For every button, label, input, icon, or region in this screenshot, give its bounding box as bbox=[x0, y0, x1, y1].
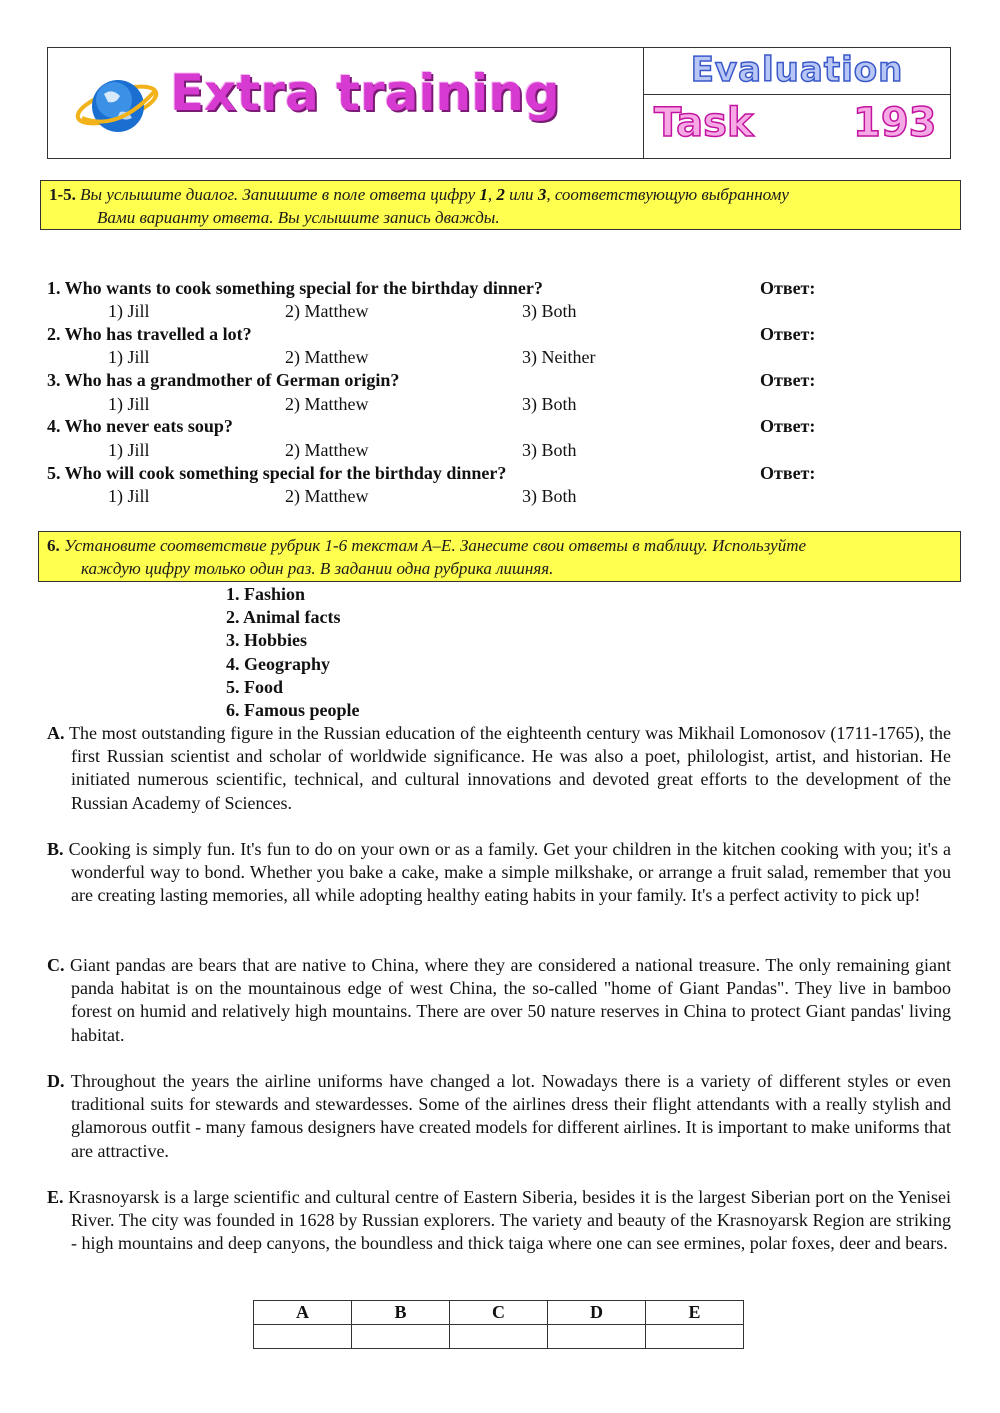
page-title: Extra training bbox=[170, 64, 560, 122]
text-body: Giant pandas are bears that are native to China, where they are considered a national treasure. The only remaining giant panda habitat is on the mountainous edge of west China, the so-called "home of Giant Pandas". They live in bamboo forest on humid and relatively high mountains. There are over 50 nature reserves in China to protect Giant pandas' living habitat. bbox=[64, 955, 951, 1045]
answer-header-e: E bbox=[646, 1301, 744, 1325]
option-1-2[interactable]: 2) Matthew bbox=[285, 301, 369, 321]
rubric-item: 5. Food bbox=[226, 677, 284, 697]
text-e bbox=[47, 1186, 951, 1256]
answer-label-2: Ответ: bbox=[760, 324, 816, 344]
answer-header-d: D bbox=[548, 1301, 646, 1325]
text-letter: A. bbox=[47, 723, 65, 743]
answer-cell-b[interactable] bbox=[352, 1325, 450, 1349]
text-b bbox=[47, 838, 951, 908]
question-4: 4. Who never eats soup? bbox=[47, 416, 233, 436]
answer-cell-e[interactable] bbox=[646, 1325, 744, 1349]
answer-label-1: Ответ: bbox=[760, 278, 816, 298]
option-5-2[interactable]: 2) Matthew bbox=[285, 486, 369, 506]
answer-cell-a[interactable] bbox=[254, 1325, 352, 1349]
text-a bbox=[47, 722, 951, 815]
digit-1: 1 bbox=[479, 185, 488, 204]
answer-label-4: Ответ: bbox=[760, 416, 816, 436]
option-3-1[interactable]: 1) Jill bbox=[108, 394, 150, 414]
answer-table-input-row bbox=[254, 1325, 744, 1349]
text-body: Throughout the years the airline uniforms have changed a lot. Nowadays there is a variety of different styles or even traditional suits for stewards and stewardesses. Some of the airlines dress their flight attendants with a really stylish and glamorous outfit - many famous designers have created models for different airlines. It is important to make uniforms that are attractive. bbox=[64, 1071, 951, 1161]
answer-header-b: B bbox=[352, 1301, 450, 1325]
text-body: The most outstanding figure in the Russian education of the eighteenth century was Mikhail Lomonosov (1711-1765), the first Russian scientist and scholar of worldwide significance. He was also a poet, philologist, artist, and historian. He initiated numerous scientific, technical, and cultural innovations and devoted great efforts to the development of the Russian Academy of Sciences. bbox=[64, 723, 951, 813]
question-2: 2. Who has travelled a lot? bbox=[47, 324, 252, 344]
digit-2: 2 bbox=[496, 185, 505, 204]
task-label: Task bbox=[654, 100, 754, 146]
text-body: Krasnoyarsk is a large scientific and cultural centre of Eastern Siberia, besides it is the largest Siberian port on the Yenisei River. The city was founded in 1628 by Russian explorers. The variety and beauty of the Krasnoyarsk Region are striking - high mountains and deep canyons, the boundless and thick taiga where one can see ermines, polar foxes, deer and bears. bbox=[63, 1187, 951, 1254]
text-d bbox=[47, 1070, 951, 1163]
instruction-text: , соответствующую выбранному bbox=[546, 185, 789, 204]
answer-table bbox=[253, 1300, 744, 1349]
evaluation-label: Evaluation bbox=[690, 50, 904, 90]
answer-header-a: A bbox=[254, 1301, 352, 1325]
rubric-item: 2. Animal facts bbox=[226, 607, 341, 627]
rubric-item: 1. Fashion bbox=[226, 584, 306, 604]
separator: , bbox=[487, 185, 497, 204]
instruction-text-line2: Вами варианту ответа. Вы услышите запись дважды. bbox=[97, 208, 500, 227]
question-1: 1. Who wants to cook something special for the birthday dinner? bbox=[47, 278, 543, 298]
option-2-2[interactable]: 2) Matthew bbox=[285, 347, 369, 367]
question-3: 3. Who has a grandmother of German origin? bbox=[47, 370, 400, 390]
option-3-2[interactable]: 2) Matthew bbox=[285, 394, 369, 414]
task-number: 193 bbox=[853, 100, 937, 146]
option-5-3[interactable]: 3) Both bbox=[522, 486, 577, 506]
header-box bbox=[47, 47, 951, 159]
globe-icon bbox=[74, 72, 160, 138]
text-letter: C. bbox=[47, 955, 65, 975]
rubric-item: 6. Famous people bbox=[226, 700, 360, 720]
digit-3: 3 bbox=[537, 185, 547, 204]
instruction-box-6 bbox=[38, 531, 961, 582]
answer-label-3: Ответ: bbox=[760, 370, 816, 390]
answer-cell-c[interactable] bbox=[450, 1325, 548, 1349]
text-letter: B. bbox=[47, 839, 64, 859]
instruction-text: Установите соответствие рубрик 1-6 текстам А–Е. Занесите свои ответы в таблицу. Используйте bbox=[59, 536, 807, 555]
option-1-1[interactable]: 1) Jill bbox=[108, 301, 150, 321]
text-c bbox=[47, 954, 951, 1047]
answer-label-5: Ответ: bbox=[760, 463, 816, 483]
section-number: 6. bbox=[47, 536, 60, 555]
instruction-text-line2: каждую цифру только один раз. В задании одна рубрика лишняя. bbox=[81, 559, 554, 578]
rubric-item: 4. Geography bbox=[226, 654, 331, 674]
option-4-3[interactable]: 3) Both bbox=[522, 440, 577, 460]
question-5: 5. Who will cook something special for the birthday dinner? bbox=[47, 463, 507, 483]
answer-header-c: C bbox=[450, 1301, 548, 1325]
instruction-box-1-5 bbox=[40, 180, 961, 230]
header-hline bbox=[644, 94, 950, 95]
option-4-2[interactable]: 2) Matthew bbox=[285, 440, 369, 460]
rubric-item: 3. Hobbies bbox=[226, 630, 308, 650]
separator: или bbox=[504, 185, 538, 204]
option-1-3[interactable]: 3) Both bbox=[522, 301, 577, 321]
text-body: Cooking is simply fun. It's fun to do on your own or as a family. Get your children in the kitchen cooking with you; it's a wonderful way to bond. Whether you bake a cake, make a simple milkshake, or arrange a fruit salad, remember that you are creating lasting memories, all while adopting healthy eating habits in your family. It's a perfect activity to pick up! bbox=[63, 839, 951, 906]
instruction-text: Вы услышите диалог. Запишите в поле ответа цифру bbox=[75, 185, 480, 204]
answer-cell-d[interactable] bbox=[548, 1325, 646, 1349]
text-letter: E. bbox=[47, 1187, 64, 1207]
option-5-1[interactable]: 1) Jill bbox=[108, 486, 150, 506]
option-3-3[interactable]: 3) Both bbox=[522, 394, 577, 414]
text-letter: D. bbox=[47, 1071, 65, 1091]
option-2-3[interactable]: 3) Neither bbox=[522, 347, 596, 367]
option-2-1[interactable]: 1) Jill bbox=[108, 347, 150, 367]
section-number: 1-5. bbox=[49, 185, 76, 204]
option-4-1[interactable]: 1) Jill bbox=[108, 440, 150, 460]
answer-table-header-row bbox=[254, 1301, 744, 1325]
